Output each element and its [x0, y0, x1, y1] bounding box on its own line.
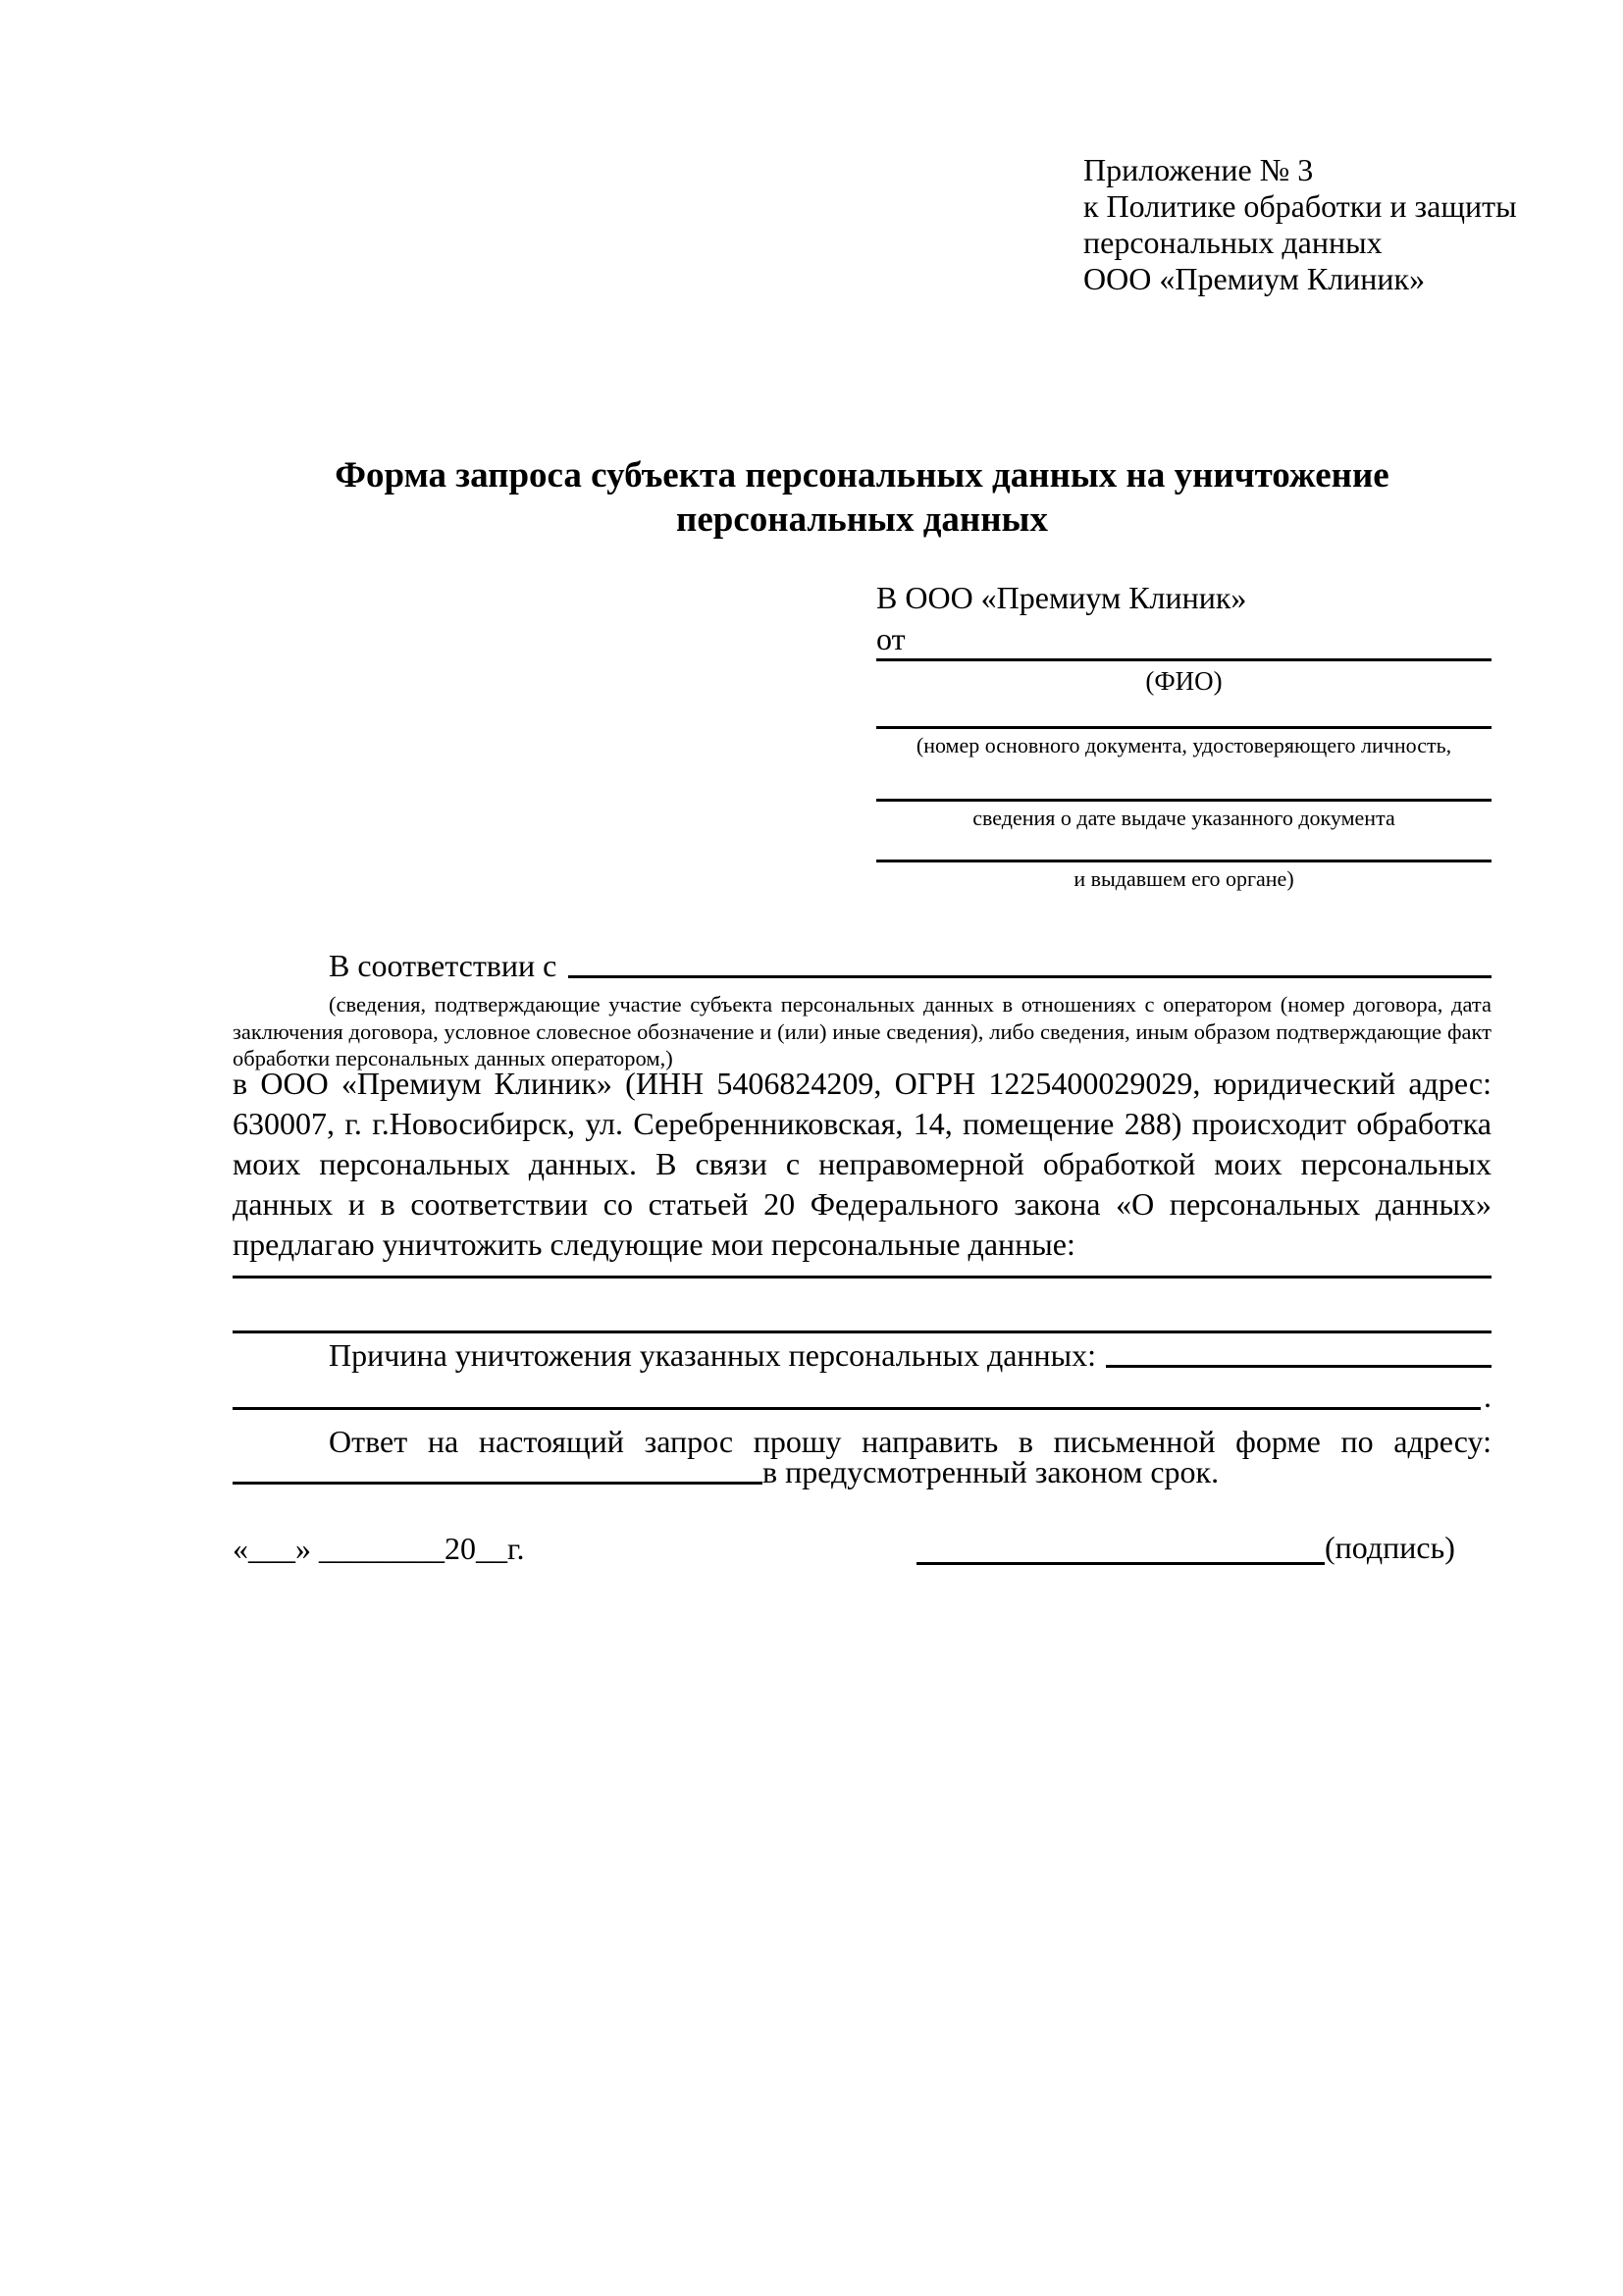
page-title — [233, 453, 1492, 542]
data-blank-line-1 — [233, 1276, 1492, 1278]
addressee-organization: В ООО «Премиум Клиник» — [876, 580, 1247, 615]
appendix-note — [1083, 152, 1517, 297]
reason-row — [233, 1337, 1492, 1374]
address-blank-line — [233, 1482, 762, 1485]
from-label: от — [876, 621, 906, 656]
accordance-row — [233, 948, 1492, 984]
fio-caption: (ФИО) — [1145, 666, 1223, 696]
reason-blank-line — [1106, 1365, 1492, 1368]
document-date-caption: сведения о дате выдаче указанного документа — [972, 806, 1395, 830]
appendix-note-line: персональных данных — [1083, 225, 1383, 260]
signature-caption: (подпись) — [1325, 1530, 1455, 1565]
main-paragraph: в ООО «Премиум Клиник» (ИНН 5406824209, ОГРН 1225400029029, юридический адрес: 630007, г. г.Новосибирск, ул. Серебренниковская, 14, помещение 288) происходит обработка моих персональных данных. В связи с неправомерной обработкой моих персональных данных и в соответствии со статьей 20 Федерального закона «О персональных данных» предлагаю уничтожить следующие мои персональные данные: — [233, 1066, 1492, 1262]
data-blank-line-2 — [233, 1331, 1492, 1333]
accordance-footnote: (сведения, подтверждающие участие субъекта персональных данных в отношениях с оператором (номер договора, дата заключения договора, условное словесное обозначение и (или) иные сведения), либо сведения, иным образом подтверждающие факт обработки персональных данных оператором,) — [233, 992, 1492, 1070]
document-issuer-caption: и выдавшем его органе) — [1073, 866, 1294, 891]
reply-address-row — [233, 1454, 1492, 1490]
document-number-caption: (номер основного документа, удостоверяющего личность, — [916, 733, 1452, 757]
page-title-line-1: Форма запроса субъекта персональных данных на уничтожение — [335, 455, 1389, 496]
appendix-note-line: к Политике обработки и защиты — [1083, 188, 1517, 224]
document-issuer-blank-line — [876, 860, 1492, 862]
reply-paragraph: Ответ на настоящий запрос прошу направить в письменной форме по адресу: — [329, 1424, 1492, 1459]
accordance-blank-line — [568, 975, 1492, 978]
reason-label: Причина уничтожения указанных персональных данных: — [329, 1337, 1097, 1373]
date-blank: «___» ________20__г. — [233, 1531, 525, 1566]
document-date-blank-line — [876, 799, 1492, 802]
reply-tail: в предусмотренный законом срок. — [762, 1454, 1220, 1489]
reason-blank-line-2 — [233, 1407, 1481, 1410]
fio-blank-line — [876, 658, 1492, 661]
accordance-label: В соответствии с — [329, 948, 557, 983]
period-after-blank: . — [1484, 1379, 1492, 1414]
page-title-line-2: персональных данных — [676, 499, 1048, 540]
appendix-note-line: Приложение № 3 — [1083, 152, 1314, 187]
document-number-blank-line — [876, 726, 1492, 729]
signature-blank-line — [916, 1562, 1325, 1565]
appendix-note-line: ООО «Премиум Клиник» — [1083, 261, 1426, 296]
